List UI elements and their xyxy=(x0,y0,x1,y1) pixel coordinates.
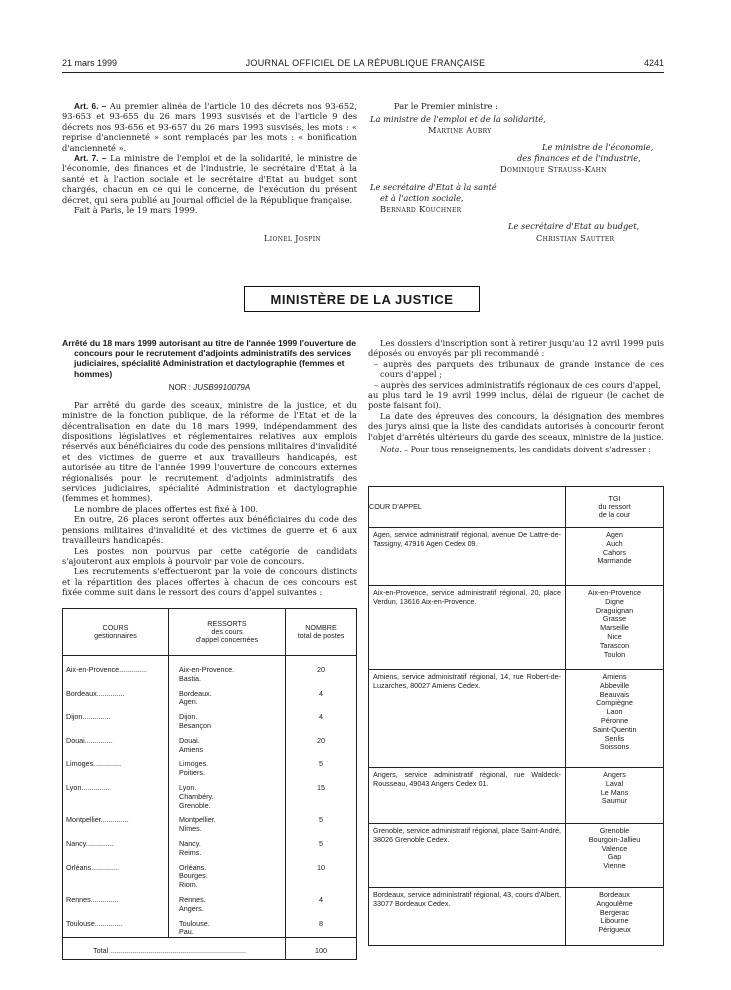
postes-count: 4 xyxy=(319,688,323,698)
dossiers-item-services: – auprès des services administratifs régionaux de ces cours d'appel, xyxy=(374,379,661,390)
postes-count: 5 xyxy=(319,759,323,769)
header-cour-appel: COUR D'APPEL xyxy=(369,487,566,528)
cour-gestionnaire: Bordeaux.............. xyxy=(66,688,125,698)
cour-appel-address: Amiens, service administratif régional, 14, rue Robert-de-Luzarches, 80027 Amiens Cedex. xyxy=(369,670,566,768)
ressort-name: Nîmes. xyxy=(179,824,202,834)
places-table-row xyxy=(63,834,357,858)
arrete-title: Arrêté du 18 mars 1999 autorisant au titre de l'année 1999 l'ouverture de concours pour le recrutement d'adjoints administratifs des services judiciaires, spécialité Administration et dactylographie (femmes et hommes) xyxy=(62,338,357,379)
places-table-row xyxy=(63,731,357,755)
tgi-name: Grasse xyxy=(602,614,627,624)
postes-count: 15 xyxy=(317,782,325,792)
tgi-name: Compiègne xyxy=(596,698,633,708)
tgi-name: Abbeville xyxy=(599,680,630,690)
cour-gestionnaire: Orléans.............. xyxy=(66,862,120,872)
article-6-label: Art. 6. – xyxy=(74,101,107,111)
cour-appel-address: Aix-en-Provence, service administratif régional, 20, place Verdun, 13616 Aix-en-Provence. xyxy=(369,586,566,670)
header-date: 21 mars 1999 xyxy=(62,58,118,68)
tgi-name: Angoulême xyxy=(596,898,633,908)
postes-count: 5 xyxy=(319,838,323,848)
tgi-name: Tarascon xyxy=(599,640,630,650)
tgi-name: Angers xyxy=(603,770,626,779)
ministry-heading: MINISTÈRE DE LA JUSTICE xyxy=(244,286,480,312)
cour-appel-address: Angers, service administratif régional, rue Waldeck-Rousseau, 49043 Angers Cedex 01. xyxy=(369,768,566,824)
signature-title-emploi: La ministre de l'emploi et de la solidarité, xyxy=(370,114,546,124)
ressort-name: Angers. xyxy=(179,903,204,913)
leader-dots: .............. xyxy=(84,735,113,745)
nor-value: JUSB9910079A xyxy=(193,382,251,392)
header-rule xyxy=(62,72,664,73)
done-at: Fait à Paris, le 19 mars 1999. xyxy=(74,205,198,216)
tgi-name: Valence xyxy=(601,843,628,853)
tgi-name: Draguignan xyxy=(595,605,634,615)
contacts-table-row xyxy=(369,888,664,946)
ressort-name: Orléans. xyxy=(179,862,207,872)
ressort-name: Dijon. xyxy=(179,712,198,722)
total-label: Total xyxy=(93,946,109,956)
contacts-table-header xyxy=(369,487,664,528)
signature-title-finances: des finances et de l'industrie, xyxy=(517,153,641,163)
ressort-name: Chambéry. xyxy=(179,791,214,801)
places-table xyxy=(62,608,357,960)
contacts-table xyxy=(368,486,664,946)
ressort-name: Bourges. xyxy=(179,871,208,881)
postes-count: 8 xyxy=(319,918,323,928)
header-cours: COURS gestionnaires xyxy=(63,609,169,656)
tgi-name: Péronne xyxy=(600,715,629,725)
contacts-table-body xyxy=(369,528,664,946)
ressort-name: Grenoble. xyxy=(179,800,211,810)
places-table-row xyxy=(63,684,357,708)
tgi-name: Saumur xyxy=(601,796,628,806)
tgi-name: Laval xyxy=(605,778,624,788)
article-7 xyxy=(62,153,357,205)
places-table-body xyxy=(63,656,357,960)
leader-dots: .............. xyxy=(119,665,148,674)
header-nombre: NOMBRE total de postes xyxy=(286,609,357,656)
arrete-block xyxy=(62,338,357,598)
contacts-table-row xyxy=(369,528,664,586)
tgi-name: Gap xyxy=(607,852,622,862)
postes-count: 5 xyxy=(319,815,323,825)
nota-text: – Pour tous renseignements, les candidats doivent s'adresser : xyxy=(404,445,651,455)
ressort-name: Nancy. xyxy=(179,838,201,848)
cour-gestionnaire: Dijon.............. xyxy=(66,712,111,722)
leader-dots: .................................................................... xyxy=(108,946,246,956)
tgi-list xyxy=(566,528,664,586)
ressort-name: Besançon xyxy=(179,720,211,730)
cour-appel-address: Bordeaux, service administratif régional, 43, cours d'Albert, 33077 Bordeaux Cedex. xyxy=(369,888,566,946)
nota-label: Nota. xyxy=(380,445,402,455)
signature-title-economie: Le ministre de l'économie, xyxy=(542,142,654,152)
ressort-name: Pau. xyxy=(179,927,194,937)
signature-title-sante: Le secrétaire d'Etat à la santé xyxy=(370,182,497,192)
places-table-row xyxy=(63,778,357,810)
postes-count: 10 xyxy=(317,862,325,872)
ressort-name: Riom. xyxy=(179,880,198,890)
leader-dots: .............. xyxy=(85,838,114,848)
header-ressorts: RESSORTS des cours d'appel concernées xyxy=(169,609,286,656)
leader-dots: .............. xyxy=(81,782,110,792)
ressort-name: Agen. xyxy=(179,697,198,707)
header-journal-title: JOURNAL OFFICIEL DE LA RÉPUBLIQUE FRANÇAISE xyxy=(245,58,486,68)
ressort-name: Bordeaux. xyxy=(179,688,212,698)
leader-dots: .............. xyxy=(90,894,119,904)
tgi-name: Grenoble xyxy=(599,826,630,835)
leader-dots: .............. xyxy=(100,815,129,825)
tgi-name: Soissons xyxy=(599,742,630,752)
ressort-name: Limoges. xyxy=(179,759,209,769)
places-table-row xyxy=(63,754,357,778)
cour-gestionnaire: Montpellier.............. xyxy=(66,815,129,825)
tgi-name: Marmande xyxy=(597,556,632,566)
tgi-name: Libourne xyxy=(600,916,629,926)
arrete-paragraph-2: Le nombre de places offertes est fixé à 100. xyxy=(74,503,259,514)
places-table-row xyxy=(63,707,357,731)
signature-name-sautter: Christian Sautter xyxy=(536,233,615,243)
signature-title-action-sociale: et à l'action sociale, xyxy=(380,193,464,203)
tgi-name: Cahors xyxy=(602,547,627,557)
ressort-name: Reims. xyxy=(179,847,202,857)
leader-dots: .............. xyxy=(96,688,125,698)
signature-title-budget: Le secrétaire d'Etat au budget, xyxy=(508,221,640,231)
ressort-name: Toulouse. xyxy=(179,918,210,928)
nor-label: NOR : xyxy=(168,382,192,392)
tgi-name: Bergerac xyxy=(599,907,630,917)
tgi-name: Marseille xyxy=(600,623,629,633)
tgi-name: Le Mans xyxy=(600,787,629,797)
leader-dots: .............. xyxy=(93,759,122,769)
contacts-table-row xyxy=(369,824,664,888)
postes-count: 20 xyxy=(317,665,325,674)
places-table-row xyxy=(63,858,357,890)
ressort-name: Aix-en-Provence. xyxy=(179,665,235,674)
places-table-total-row xyxy=(63,938,357,960)
cour-gestionnaire: Nancy.............. xyxy=(66,838,114,848)
tgi-name: Digne xyxy=(605,596,624,606)
ressort-name: Lyon. xyxy=(179,782,197,792)
ressort-name: Montpellier. xyxy=(179,815,216,825)
cour-appel-address: Grenoble, service administratif régional, place Saint-André, 38026 Grenoble Cedex. xyxy=(369,824,566,888)
tgi-name: Senlis xyxy=(604,733,625,743)
tgi-name: Agen xyxy=(606,530,623,539)
header-tgi: TGI du ressort de la cour xyxy=(566,487,664,528)
tgi-name: Laon xyxy=(606,707,623,717)
total-value: 100 xyxy=(286,938,357,960)
cour-gestionnaire: Rennes.............. xyxy=(66,894,119,904)
total-label-cell xyxy=(63,938,286,960)
dossiers-paragraph-jury: La date des épreuves des concours, la désignation des membres des jurys ainsi que la liste des candidats autorisés à concourir feront l'objet d'arrêtés ultérieurs du garde des sceaux, ministre de la justice. xyxy=(368,410,664,442)
ressort-name: Bastia. xyxy=(179,673,201,683)
cour-gestionnaire: Toulouse.............. xyxy=(66,918,123,928)
places-table-row xyxy=(63,914,357,938)
tgi-name: Périgueux xyxy=(598,925,631,935)
ressort-name: Rennes. xyxy=(179,894,206,904)
postes-count: 4 xyxy=(319,894,323,904)
arrete-paragraph-1: Par arrêté du garde des sceaux, ministre de la justice, et du ministre de la fonction publique, de la réforme de l'Etat et de la décentralisation en date du 18 mars 1999, indépendamment des dispositions législatives et réglementaires relatives aux emplois réservés aux bénéficiaires du code des pensions militaires d'invalidité et des victimes de guerre et aux travailleurs handicapés, est autorisée au titre de l'année 1999 l'ouverture de concours externes régionalisés pour le recrutement d'adjoints administratifs des services judiciaires, spécialité Administration et dactylographie (femmes et hommes). xyxy=(62,399,357,504)
arrete-paragraph-5: Les recrutements s'effectueront par la voie de concours distincts et la répartition des places offertes à chacun de ces concours est fixée comme suit dans le ressort des cours d'appel suivantes : xyxy=(62,566,357,598)
arrete-paragraph-3: En outre, 26 places seront offertes aux bénéficiaires du code des pensions militaires d'invalidité et des victimes de guerre et 6 aux travailleurs handicapés. xyxy=(62,514,357,546)
places-table-header xyxy=(63,609,357,656)
cour-gestionnaire: Limoges.............. xyxy=(66,759,122,769)
cour-appel-address: Agen, service administratif régional, avenue De Lattre-de-Tassigny, 47916 Agen Cedex 09. xyxy=(369,528,566,586)
by-prime-minister: Par le Premier ministre : xyxy=(394,101,498,111)
signature-name-strauss-kahn: Dominique Strauss-Kahn xyxy=(500,164,607,174)
article-6 xyxy=(62,101,357,153)
tgi-name: Toulon xyxy=(603,649,626,659)
tgi-name: Beauvais xyxy=(599,689,630,699)
cour-gestionnaire: Aix-en-Provence.............. xyxy=(66,665,148,674)
signature-name-kouchner: Bernard Kouchner xyxy=(380,204,462,214)
tgi-name: Saint-Quentin xyxy=(592,724,637,734)
ressort-name: Poitiers. xyxy=(179,768,205,778)
signature-name-aubry: Martine Aubry xyxy=(428,125,492,135)
cour-gestionnaire: Lyon.............. xyxy=(66,782,110,792)
tgi-list xyxy=(566,888,664,946)
tgi-name: Aix-en-Provence xyxy=(587,588,642,597)
contacts-table-row xyxy=(369,586,664,670)
places-table-row xyxy=(63,810,357,834)
articles-block xyxy=(62,101,357,215)
article-7-text: La ministre de l'emploi et de la solidarité, le ministre de l'économie, des finances et de l'industrie, le secrétaire d'Etat à la santé et à l'action sociale et le secrétaire d'Etat au budget sont chargés, chacun en ce qui le concerne, de l'exécution du présent décret, qui sera publié au Journal officiel de la République française. xyxy=(62,153,357,205)
tgi-name: Auch xyxy=(606,538,623,548)
postes-count: 20 xyxy=(317,735,325,745)
ressort-name: Douai. xyxy=(179,735,200,745)
signer-jospin: Lionel Jospin xyxy=(264,233,321,243)
tgi-name: Nice xyxy=(607,631,622,641)
nota-line xyxy=(368,445,664,455)
leader-dots: .............. xyxy=(94,918,123,928)
ressort-name: Amiens xyxy=(179,744,203,754)
postes-count: 4 xyxy=(319,712,323,722)
tgi-list xyxy=(566,824,664,888)
dossiers-item-parquets: – auprès des parquets des tribunaux de grande instance de ces cours d'appel ; xyxy=(374,358,664,380)
places-table-row xyxy=(63,890,357,914)
article-6-text: Au premier alinéa de l'article 10 des décrets nos 93-652, 93-653 et 93-655 du 26 mars 1993 susvisés et de l'article 9 des décrets nos 93-656 et 93-657 du 26 mars 1993 susvisés, les mots : « reprise d'ancienneté » sont remplacés par les mots : « bonification d'ancienneté ». xyxy=(62,101,358,153)
nor-line xyxy=(62,383,357,392)
article-7-label: Art. 7. – xyxy=(74,153,107,164)
contacts-table-row xyxy=(369,768,664,824)
tgi-list xyxy=(566,586,664,670)
dossiers-block xyxy=(368,338,664,455)
contacts-table-row xyxy=(369,670,664,768)
cour-gestionnaire: Douai.............. xyxy=(66,735,113,745)
tgi-list xyxy=(566,670,664,768)
dossiers-paragraph-1: Les dossiers d'inscription sont à retirer jusqu'au 12 avril 1999 puis déposés ou envoyés par pli recommandé : xyxy=(368,338,664,359)
leader-dots: .............. xyxy=(82,712,111,722)
leader-dots: .............. xyxy=(91,862,120,872)
arrete-paragraph-4: Les postes non pourvus par cette catégorie de candidats s'ajouteront aux emplois à pourvoir par voie de concours. xyxy=(62,545,357,566)
tgi-name: Vienne xyxy=(603,861,626,871)
dossiers-deadline: au plus tard le 19 avril 1999 inclus, délai de rigueur (le cachet de poste faisant foi). xyxy=(368,390,664,411)
tgi-name: Bordeaux xyxy=(599,890,630,899)
header-page-number: 4241 xyxy=(643,58,664,68)
places-table-row xyxy=(63,656,357,684)
tgi-name: Bourgoin-Jallieu xyxy=(588,834,641,844)
tgi-name: Amiens xyxy=(602,672,627,681)
tgi-list xyxy=(566,768,664,824)
